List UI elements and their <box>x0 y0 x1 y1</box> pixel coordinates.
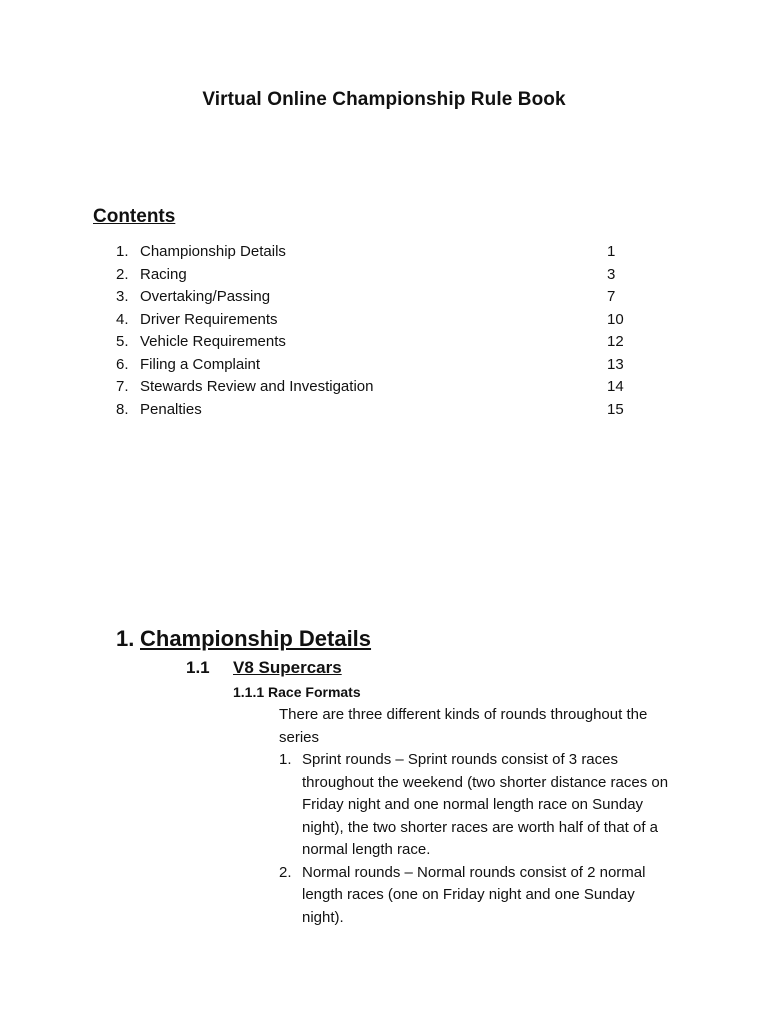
toc-item-number: 2. <box>116 265 129 283</box>
document-title: Virtual Online Championship Rule Book <box>202 89 566 110</box>
toc-item-page: 12 <box>607 333 624 350</box>
list-item-text: Normal rounds – Normal rounds consist of 2 normal length races (one on Friday night and one Sunday night). <box>302 863 646 926</box>
race-formats-body <box>279 704 679 929</box>
toc-item-label: Racing <box>140 265 187 283</box>
toc-item-page: 15 <box>607 400 624 418</box>
section-heading <box>116 626 371 652</box>
toc-item[interactable] <box>116 354 636 377</box>
toc-item-label: Filing a Complaint <box>140 355 261 373</box>
body-paragraph: There are three different kinds of rounds throughout the series <box>279 706 648 746</box>
toc-item[interactable] <box>116 376 636 399</box>
toc-item-number: 6. <box>116 355 129 373</box>
subsection-heading <box>186 658 342 678</box>
contents-heading: Contents <box>93 206 176 227</box>
toc-item-label: Stewards Review and Investigation <box>140 378 374 395</box>
list-item-text: Sprint rounds – Sprint rounds consist of 3 races throughout the weekend (two shorter distance races on Friday night and one normal length race on Sunday night), the two shorter races are worth half of that of a normal length race. <box>302 751 669 858</box>
list-item <box>279 862 679 930</box>
subsection-number: 1.1 <box>186 658 210 677</box>
toc-item-number: 7. <box>116 378 129 395</box>
subsection-title: V8 Supercars <box>233 658 342 677</box>
toc-item[interactable] <box>116 286 636 309</box>
list-item-number: 2. <box>279 863 292 881</box>
list-item <box>279 749 679 862</box>
toc-item[interactable] <box>116 264 636 287</box>
toc-item[interactable] <box>116 309 636 332</box>
section-number: 1. <box>116 626 135 651</box>
table-of-contents <box>116 241 636 421</box>
toc-item-label: Driver Requirements <box>140 310 278 328</box>
toc-item-page: 14 <box>607 378 624 395</box>
toc-item-page: 13 <box>607 355 624 373</box>
toc-item-number: 4. <box>116 310 129 328</box>
toc-item-number: 5. <box>116 333 129 350</box>
toc-item[interactable] <box>116 241 636 264</box>
toc-item-label: Overtaking/Passing <box>140 288 271 305</box>
toc-item-number: 3. <box>116 288 129 305</box>
toc-item-label: Championship Details <box>140 243 286 260</box>
toc-item-label: Penalties <box>140 400 202 418</box>
section-title: Championship Details <box>140 626 372 651</box>
subsubsection-heading: 1.1.1 Race Formats <box>233 684 361 700</box>
toc-item-page: 1 <box>607 243 616 260</box>
toc-item-label: Vehicle Requirements <box>140 333 286 350</box>
list-item-number: 1. <box>279 751 292 768</box>
toc-item-number: 1. <box>116 243 129 260</box>
toc-item[interactable] <box>116 399 636 422</box>
toc-item-page: 7 <box>607 288 616 305</box>
toc-item-page: 10 <box>607 310 624 328</box>
toc-item[interactable] <box>116 331 636 354</box>
toc-item-number: 8. <box>116 400 129 418</box>
toc-item-page: 3 <box>607 265 616 283</box>
race-format-list <box>279 749 679 929</box>
